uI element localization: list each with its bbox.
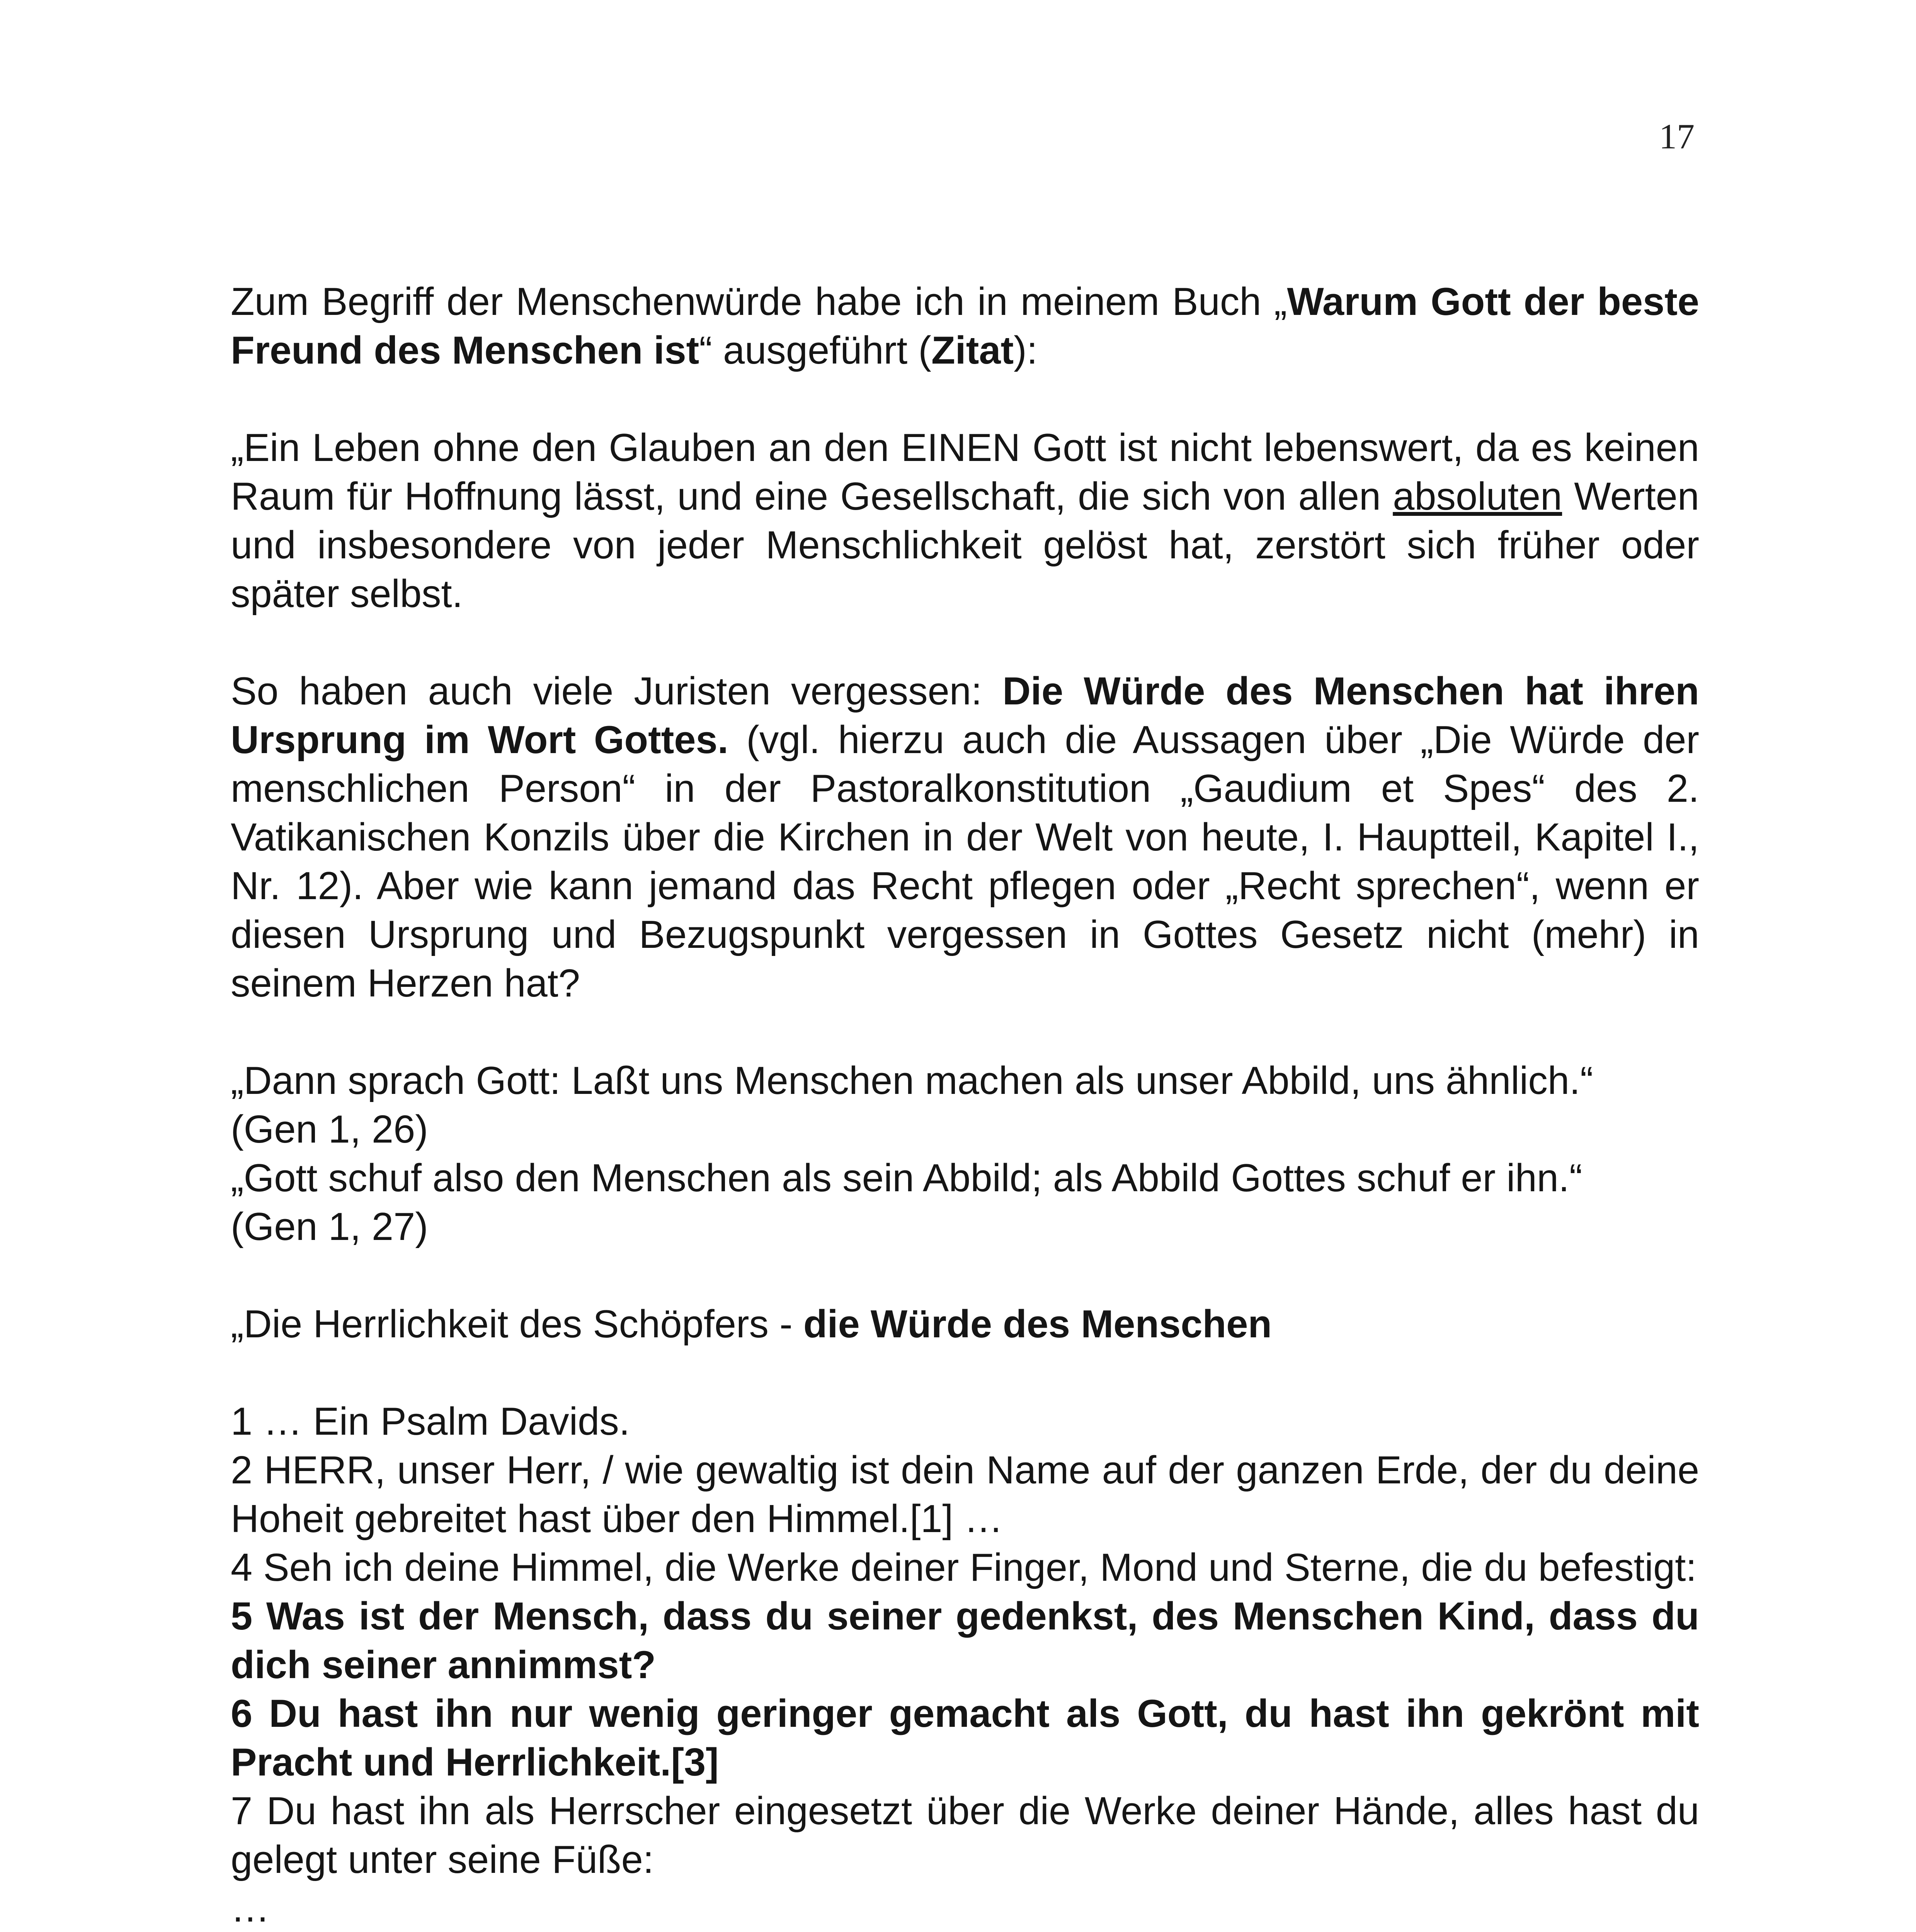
book-title: Warum Gott der beste Freund des Menschen ist	[231, 280, 1699, 372]
psalm-heading-bold: die Würde des Menschen	[803, 1303, 1272, 1346]
document-body	[231, 277, 1699, 1932]
psalm-verses	[231, 1397, 1699, 1932]
text-run: „Die Herrlichkeit des Schöpfers -	[231, 1303, 803, 1346]
psalm-verse-6	[231, 1689, 1699, 1787]
psalm-verse-1: 1 … Ein Psalm Davids.	[231, 1400, 630, 1443]
genesis-quote-1: „Dann sprach Gott: Laßt uns Menschen machen als unser Abbild, uns ähnlich.“	[231, 1059, 1593, 1102]
underlined-word: absoluten	[1393, 475, 1562, 518]
psalm-verse-6-bold: 6 Du hast ihn nur wenig geringer gemacht als Gott, du hast ihn gekrönt mit Pracht und Herrlichkeit.[3]	[231, 1692, 1699, 1784]
text-run: „Ein Leben ohne den Glauben an den EINEN Gott ist nicht lebenswert, da es keinen Raum für Hoffnung lässt, und eine Gesellschaft, die sich von allen	[231, 426, 1699, 518]
psalm-ellipsis: …	[231, 1887, 270, 1930]
genesis-reference-2: (Gen 1, 27)	[231, 1205, 428, 1248]
psalm-heading	[231, 1300, 1699, 1349]
text-run: Werten und insbesondere von jeder Menschlichkeit gelöst hat, zerstört sich früher oder später selbst.	[231, 475, 1699, 616]
text-run: Zum Begriff der Menschenwürde habe ich in meinem Buch „	[231, 280, 1287, 323]
psalm-verse-5-bold: 5 Was ist der Mensch, dass du seiner gedenkst, des Menschen Kind, dass du dich seiner annimmst?	[231, 1595, 1699, 1687]
emphasis-statement: Die Würde des Menschen hat ihren Ursprung im Wort Gottes.	[231, 670, 1699, 762]
paragraph-intro	[231, 277, 1699, 375]
text-run: (vgl. hierzu auch die Aussagen über „Die Würde der menschlichen Person“ in der Pastoralkonstitution „Gaudium et Spes“ des 2. Vatikanischen Konzils über die Kirchen in der Welt von heute, I. Hauptteil, Kapitel I., Nr. 12). Aber wie kann jemand das Recht pflegen oder „Recht sprechen“, wenn er diesen Ursprung und Bezugspunkt vergessen in Gottes Gesetz nicht (mehr) in seinem Herzen hat?	[231, 718, 1699, 1005]
page-number: 17	[1659, 117, 1695, 156]
quote-label: Zitat	[931, 329, 1014, 372]
psalm-verse-2: 2 HERR, unser Herr, / wie gewaltig ist dein Name auf der ganzen Erde, der du deine Hoheit gebreitet hast über den Himmel.[1] …	[231, 1449, 1699, 1541]
text-run: ):	[1014, 329, 1038, 372]
genesis-reference-1: (Gen 1, 26)	[231, 1108, 428, 1151]
paragraph-quote	[231, 423, 1699, 618]
paragraph-genesis	[231, 1056, 1699, 1251]
psalm-verse-5	[231, 1592, 1699, 1689]
psalm-verse-4: 4 Seh ich deine Himmel, die Werke deiner Finger, Mond und Sterne, die du befestigt:	[231, 1546, 1697, 1589]
text-run: So haben auch viele Juristen vergessen:	[231, 670, 1003, 713]
psalm-verse-7: 7 Du hast ihn als Herrscher eingesetzt über die Werke deiner Hände, alles hast du gelegt unter seine Füße:	[231, 1789, 1699, 1881]
text-run: “ ausgeführt (	[699, 329, 931, 372]
genesis-quote-2: „Gott schuf also den Menschen als sein Abbild; als Abbild Gottes schuf er ihn.“	[231, 1156, 1582, 1200]
paragraph-jurists	[231, 667, 1699, 1008]
